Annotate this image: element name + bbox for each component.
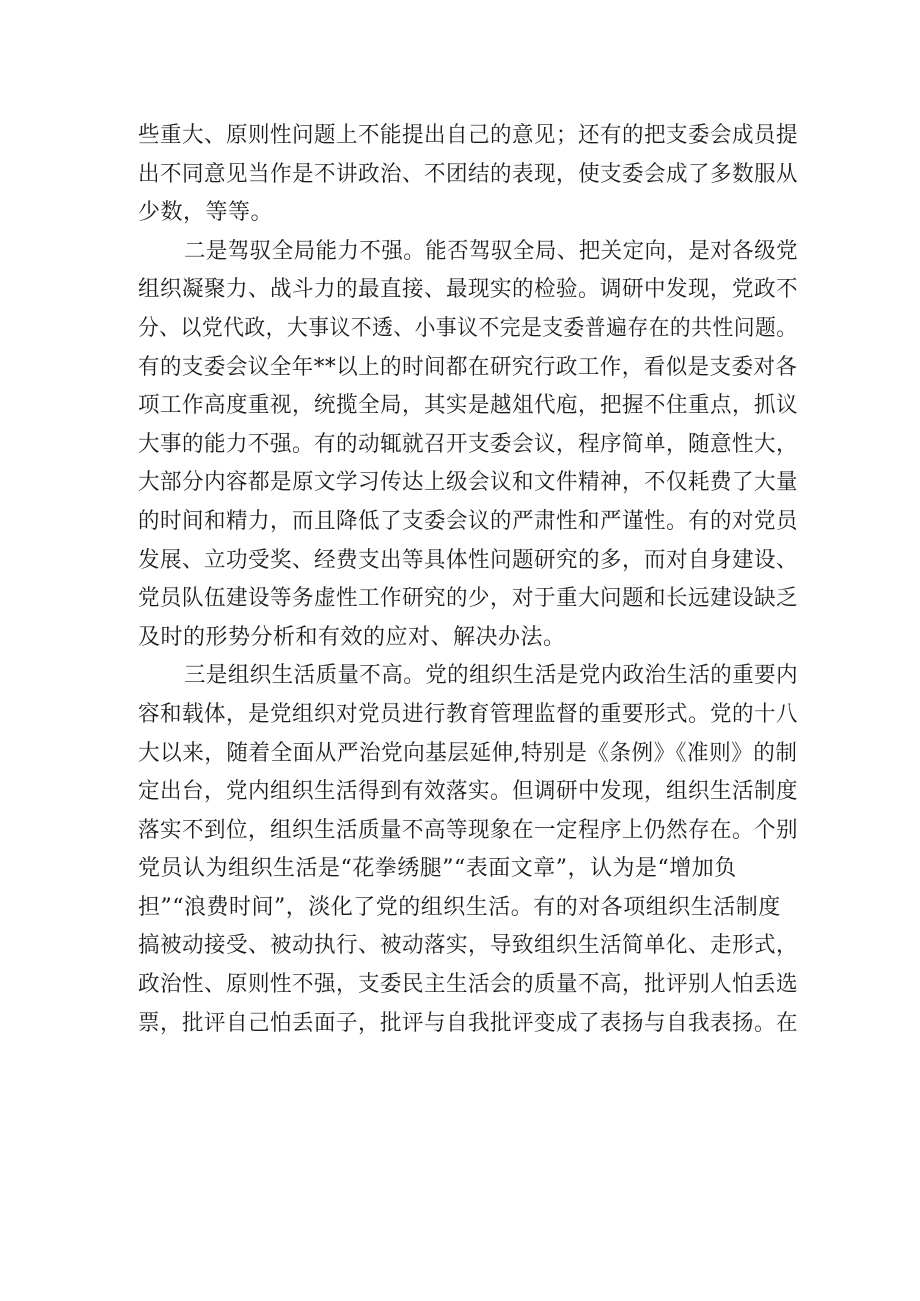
text-line: 大以来，随着全面从严治党向基层延伸,特别是《条例》《准则》的制: [138, 740, 798, 766]
paragraph-heading-line: 二是驾驭全局能力不强。能否驾驭全局、把关定向，是对各级党: [184, 238, 799, 264]
text-line: 分、以党代政，大事议不透、小事议不完是支委普遍存在的共性问题。: [138, 315, 798, 341]
text-line: 有的支委会议全年**以上的时间都在研究行政工作，看似是支委对各: [138, 354, 798, 380]
text-line: 组织凝聚力、战斗力的最直接、最现实的检验。调研中发现，党政不: [138, 277, 799, 303]
text-line: 的时间和精力，而且降低了支委会议的严肃性和严谨性。有的对党员: [138, 508, 799, 534]
text-line: 少数，等等。: [138, 200, 274, 226]
text-line: 票，批评自己怕丢面子，批评与自我批评变成了表扬与自我表扬。在: [138, 1010, 799, 1036]
text-line: 容和载体，是党组织对党员进行教育管理监督的重要形式。党的十八: [138, 701, 799, 727]
text-line: 及时的形势分析和有效的应对、解决办法。: [138, 624, 566, 650]
text-line: 政治性、原则性不强，支委民主生活会的质量不高，批评别人怕丢选: [138, 972, 799, 998]
text-line: 发展、立功受奖、经费支出等具体性问题研究的多，而对自身建设、: [138, 547, 799, 573]
text-line: 大部分内容都是原文学习传达上级会议和文件精神，不仅耗费了大量: [138, 470, 799, 496]
text-line: 落实不到位，组织生活质量不高等现象在一定程序上仍然存在。个别: [138, 817, 799, 843]
text-line: 项工作高度重视，统揽全局，其实是越俎代庖，把握不住重点，抓议: [138, 393, 799, 419]
text-line: 担”“浪费时间”，淡化了党的组织生活。有的对各项组织生活制度: [138, 894, 781, 920]
text-line: 党员认为组织生活是“花拳绣腿”“表面文章”，认为是“增加负: [138, 856, 737, 882]
text-line: 搞被动接受、被动执行、被动落实，导致组织生活简单化、走形式，: [138, 933, 799, 959]
text-line: 大事的能力不强。有的动辄就召开支委会议，程序简单，随意性大，: [138, 431, 799, 457]
text-line: 党员队伍建设等务虚性工作研究的少，对于重大问题和长远建设缺乏: [138, 586, 799, 612]
document-body: [138, 117, 798, 1043]
text-line: 定出台，党内组织生活得到有效落实。但调研中发现，组织生活制度: [138, 779, 799, 805]
paragraph-heading-line: 三是组织生活质量不高。党的组织生活是党内政治生活的重要内: [184, 663, 799, 689]
text-line: 些重大、原则性问题上不能提出自己的意见；还有的把支委会成员提: [138, 123, 799, 148]
text-line: 出不同意见当作是不讲政治、不团结的表现，使支委会成了多数服从: [138, 161, 799, 187]
